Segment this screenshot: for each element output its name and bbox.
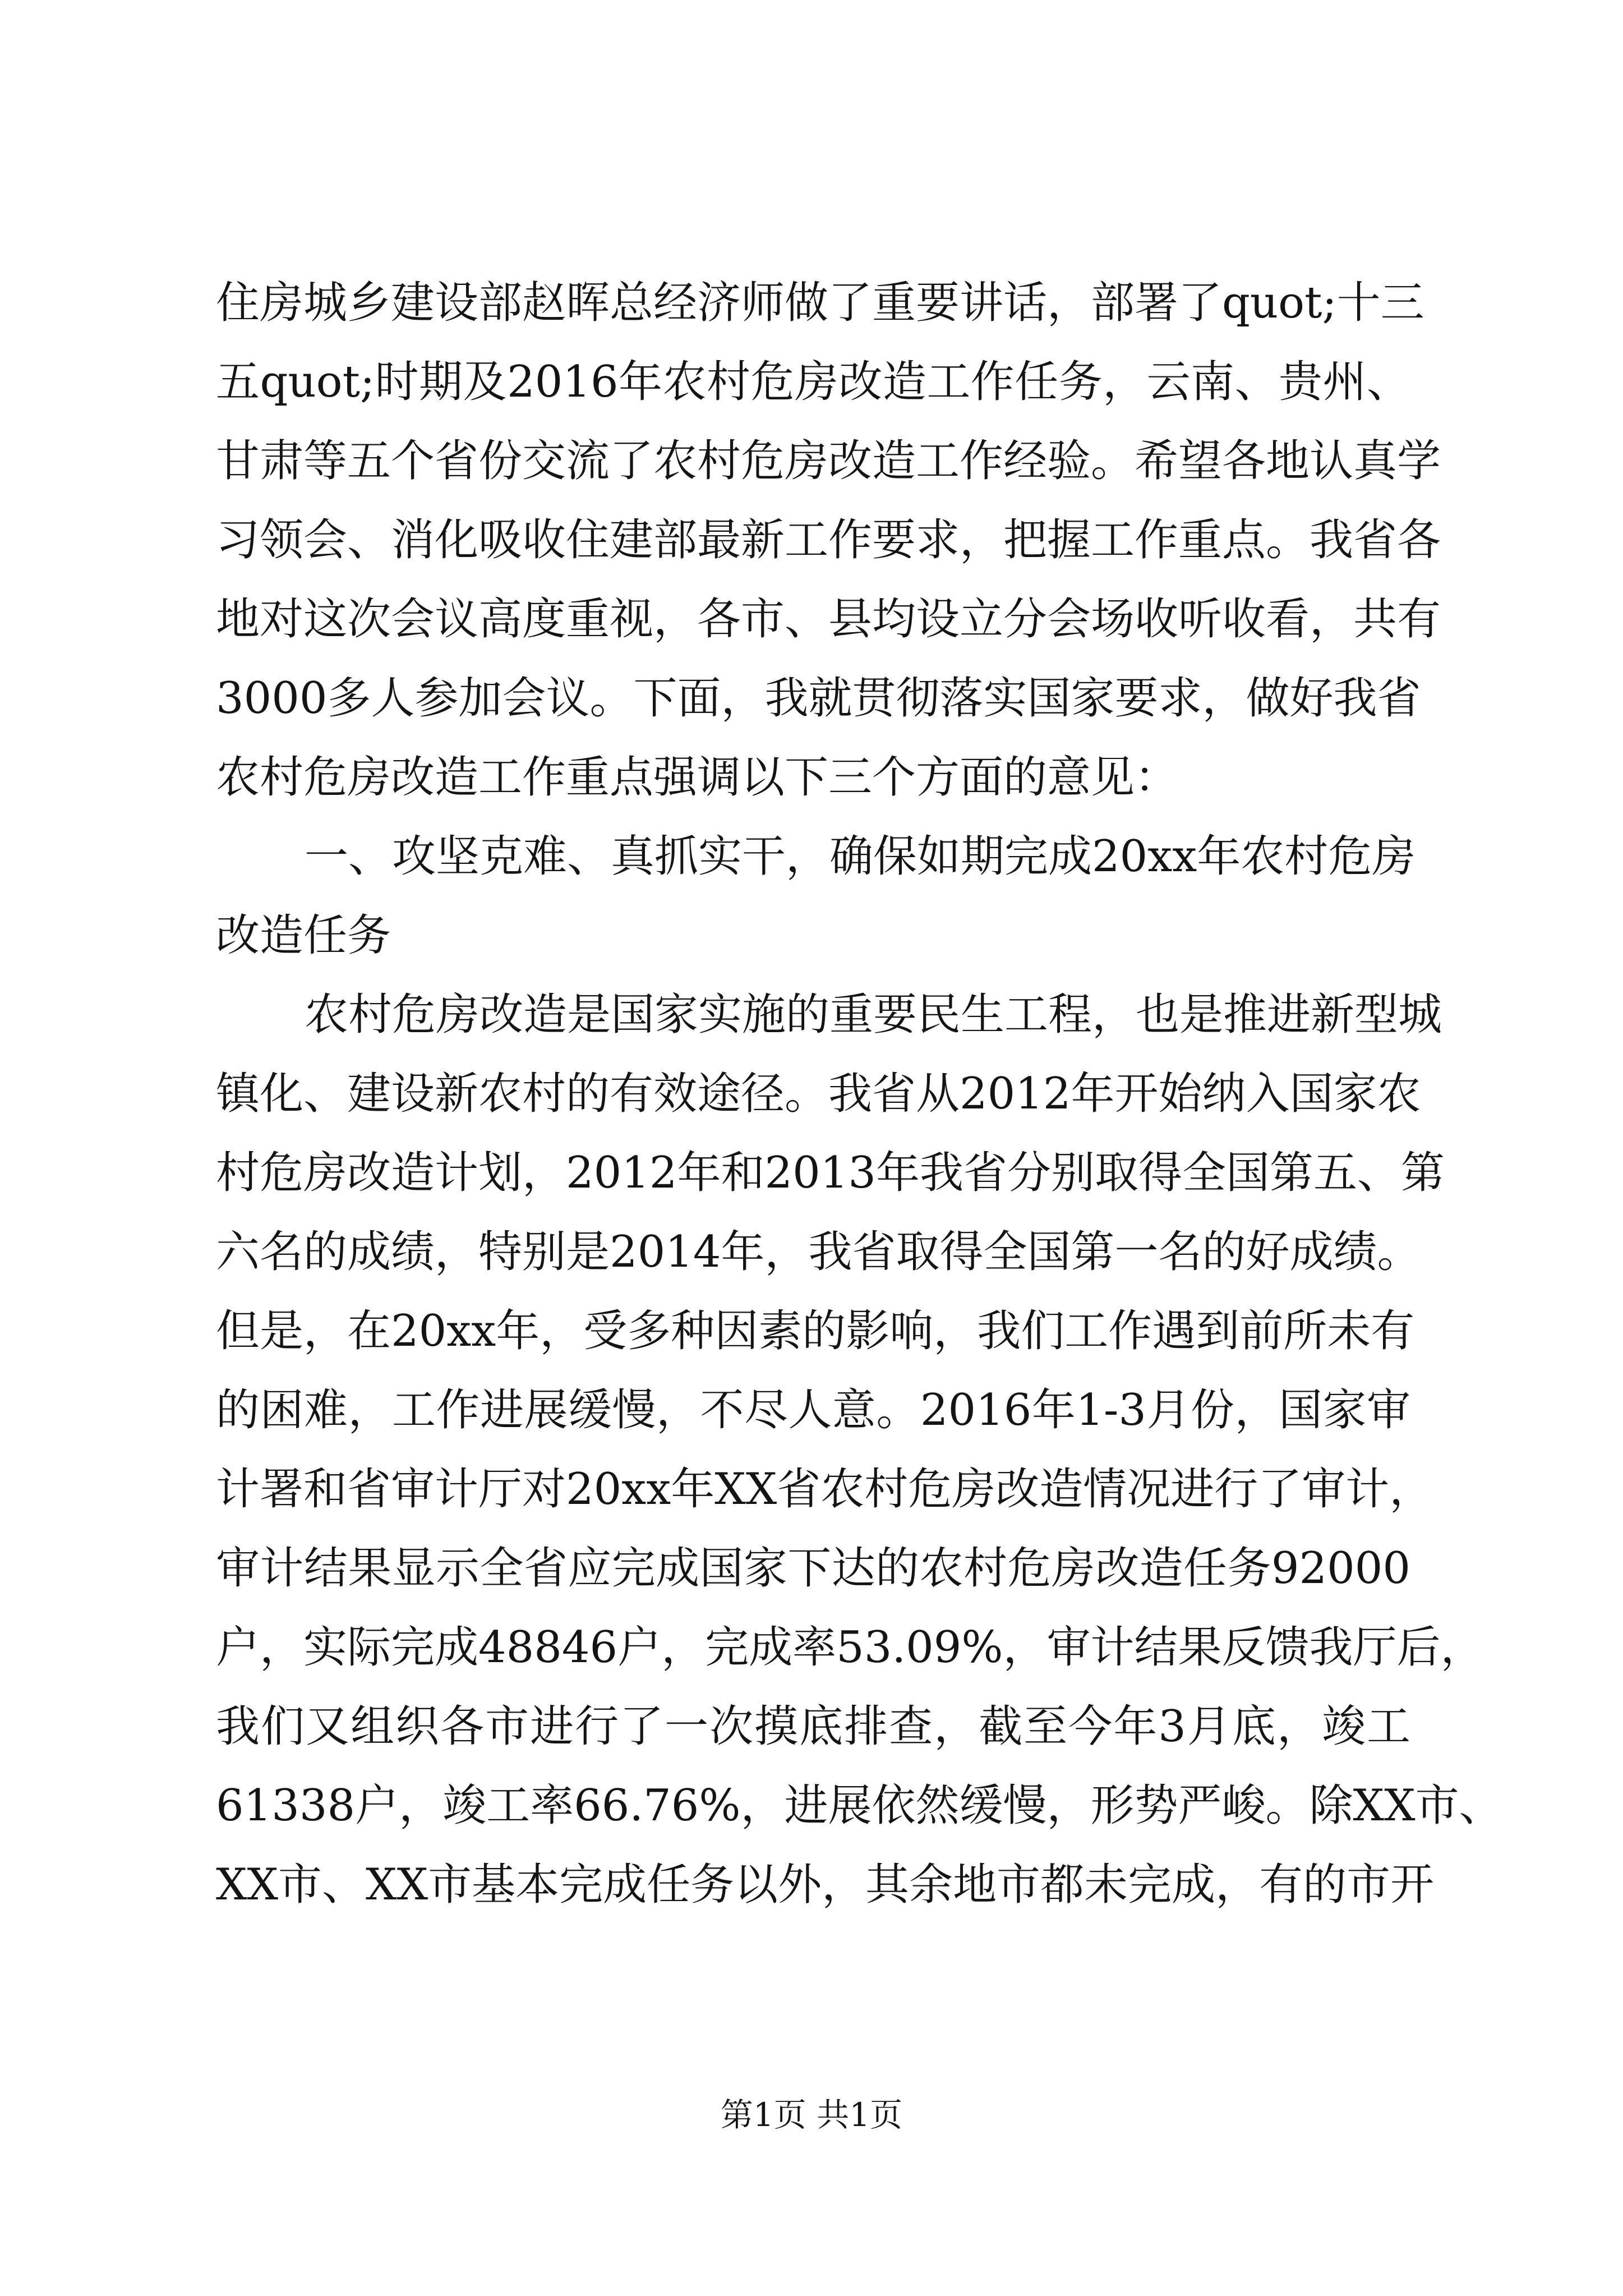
- text-line: XX市、XX市基本完成任务以外，其余地市都未完成，有的市开: [216, 1860, 1435, 1910]
- text-line: 我们又组织各市进行了一次摸底排查，截至今年3月底，竣工: [216, 1701, 1410, 1752]
- text-line: 镇化、建设新农村的有效途径。我省从2012年开始纳入国家农: [216, 1069, 1421, 1119]
- page-number-footer: 第1页 共1页: [720, 2096, 903, 2134]
- text-line: 住房城乡建设部赵晖总经济师做了重要讲话，部署了quot;十三: [216, 278, 1424, 328]
- text-line: 的困难，工作进展缓慢，不尽人意。2016年1-3月份，国家审: [216, 1385, 1410, 1435]
- text-line: 审计结果显示全省应完成国家下达的农村危房改造任务92000: [216, 1543, 1410, 1594]
- section-heading-line: 改造任务: [216, 910, 391, 961]
- text-line: 但是，在20xx年，受多种因素的影响，我们工作遇到前所未有: [216, 1306, 1415, 1356]
- document-body: [216, 264, 1503, 1925]
- text-line: 61338户，竣工率66.76%，进展依然缓慢，形势严峻。除XX市、: [216, 1780, 1503, 1831]
- text-line: 习领会、消化吸收住建部最新工作要求，把握工作重点。我省各: [216, 515, 1441, 565]
- text-line: 甘肃等五个省份交流了农村危房改造工作经验。希望各地认真学: [216, 436, 1441, 486]
- text-line: 农村危房改造是国家实施的重要民生工程，也是推进新型城: [305, 990, 1442, 1040]
- text-line: 五quot;时期及2016年农村危房改造工作任务，云南、贵州、: [216, 357, 1410, 407]
- text-line: 户，实际完成48846户，完成率53.09%，审计结果反馈我厅后，: [216, 1622, 1484, 1673]
- text-line: 地对这次会议高度重视，各市、县均设立分会场收听收看，共有: [216, 594, 1441, 645]
- section-heading-line: 一、攻坚克难、真抓实干，确保如期完成20xx年农村危房: [305, 831, 1416, 882]
- text-line: 村危房改造计划，2012年和2013年我省分别取得全国第五、第: [216, 1148, 1445, 1198]
- text-line: 六名的成绩，特别是2014年，我省取得全国第一名的好成绩。: [216, 1227, 1421, 1277]
- text-line: 农村危房改造工作重点强调以下三个方面的意见：: [216, 752, 1179, 803]
- text-line: 3000多人参加会议。下面，我就贯彻落实国家要求，做好我省: [216, 673, 1421, 724]
- text-line: 计署和省审计厅对20xx年XX省农村危房改造情况进行了审计，: [216, 1464, 1433, 1515]
